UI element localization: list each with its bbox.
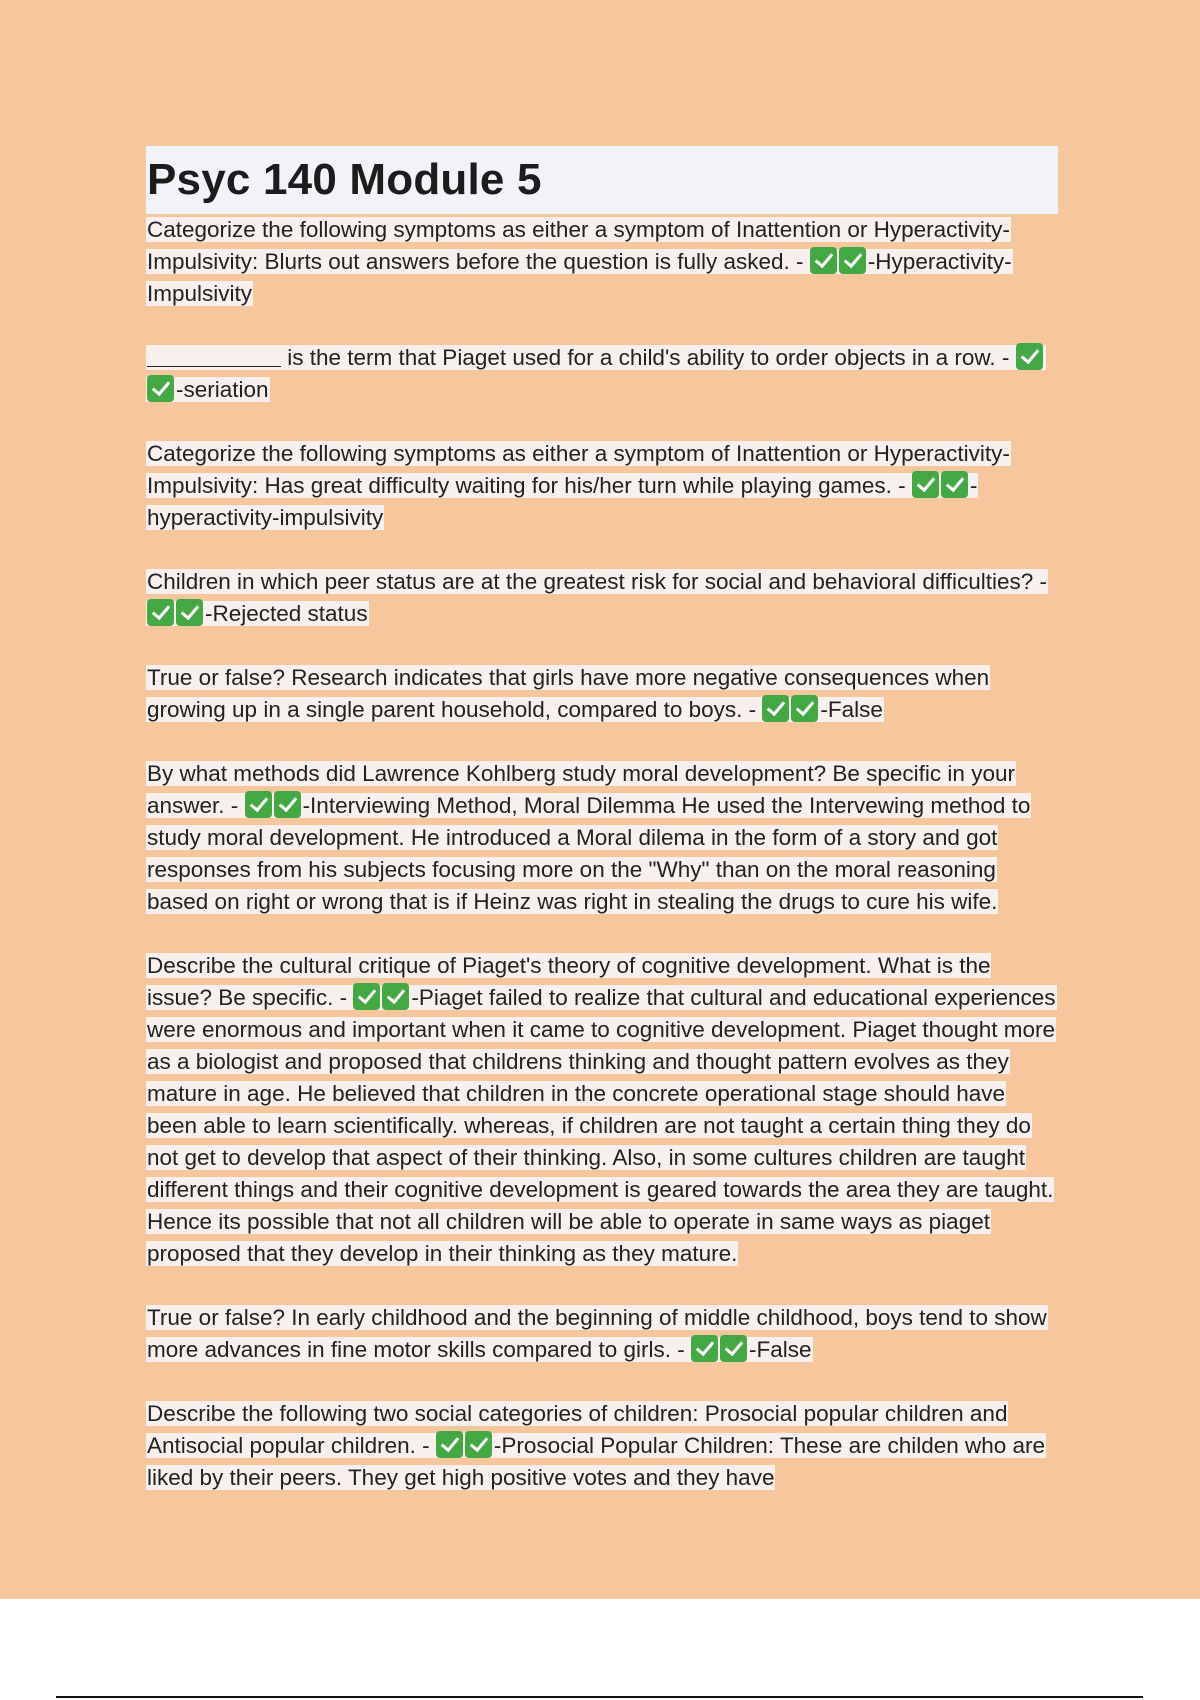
answer-text: -hyperactivity-impulsivity: [147, 473, 978, 530]
check-icon: [382, 983, 409, 1010]
question-text: By what methods did Lawrence Kohlberg study moral development? Be specific in your answer. -: [147, 761, 1015, 818]
check-icon: [941, 471, 968, 498]
check-icon: [176, 599, 203, 626]
qa-item: [146, 950, 1058, 1270]
qa-item: [146, 566, 1058, 630]
qa-text: [146, 953, 1057, 1266]
qa-text: [146, 1305, 1048, 1362]
question-text: Categorize the following symptoms as either a symptom of Inattention or Hyperactivity-Impulsivity: Has great difficulty waiting for his/her turn while playing games. -: [147, 441, 1010, 498]
check-icon: [274, 791, 301, 818]
title-bar: [146, 146, 1058, 214]
question-text: True or false? In early childhood and the beginning of middle childhood, boys tend to show more advances in fine motor skills compared to girls. -: [147, 1305, 1047, 1362]
qa-text: [146, 569, 1048, 626]
page-title: Psyc 140 Module 5: [147, 155, 542, 204]
answer-text: -Interviewing Method, Moral Dilemma He used the Intervewing method to study moral development. He introduced a Moral dilema in the form of a story and got responses from his subjects focusing more on the "Why" than on the moral reasoning based on right or wrong that is if Heinz was right in stealing the drugs to cure his wife.: [147, 793, 1031, 914]
answer-text: -False: [748, 1337, 812, 1362]
question-text: Describe the following two social categories of children: Prosocial popular children and Antisocial popular children. -: [147, 1401, 1008, 1458]
check-icon: [245, 791, 272, 818]
document-body: [146, 146, 1058, 1526]
footer-divider: [56, 1696, 1143, 1698]
check-icon: [720, 1335, 747, 1362]
answer-text: -Rejected status: [205, 601, 368, 626]
check-icon: [839, 247, 866, 274]
qa-list: [146, 214, 1058, 1494]
qa-item: [146, 662, 1058, 726]
check-icon: [147, 599, 174, 626]
qa-text: [146, 665, 990, 722]
check-icon: [691, 1335, 718, 1362]
check-icon: [762, 695, 789, 722]
qa-text: [146, 217, 1013, 306]
qa-item: [146, 1302, 1058, 1366]
qa-item: [146, 342, 1058, 406]
check-icon: [147, 375, 174, 402]
check-icon: [353, 983, 380, 1010]
fill-in-blank: [147, 344, 281, 367]
question-text: True or false? Research indicates that girls have more negative consequences when growing up in a single parent household, compared to boys. -: [147, 665, 990, 722]
question-text: Describe the cultural critique of Piaget's theory of cognitive development. What is the issue? Be specific. -: [147, 953, 991, 1010]
qa-item: [146, 438, 1058, 534]
qa-item: [146, 1398, 1058, 1494]
qa-item: [146, 214, 1058, 310]
qa-item: [146, 758, 1058, 918]
answer-text: -Hyperactivity-Impulsivity: [147, 249, 1012, 306]
answer-text: -Piaget failed to realize that cultural and educational experiences were enormous and important when it came to cognitive development. Piaget thought more as a biologist and proposed that childrens thinking and thought pattern evolves as they mature in age. He believed that children in the concrete operational stage should have been able to learn scientifically. whereas, if children are not taught a certain thing they do not get to develop that aspect of their thinking. Also, in some cultures children are taught different things and their cognitive development is geared towards the area they are taught. Hence its possible that not all children will be able to operate in same ways as piaget proposed that they develop in their thinking as they mature.: [147, 985, 1056, 1266]
qa-text: [146, 441, 1011, 530]
answer-text: -False: [820, 697, 883, 722]
question-text: Children in which peer status are at the greatest risk for social and behavioral difficulties? -: [147, 569, 1048, 594]
qa-text: [146, 345, 1046, 402]
answer-text: -seriation: [176, 377, 269, 402]
question-text: Categorize the following symptoms as either a symptom of Inattention or Hyperactivity-Impulsivity: Blurts out answers before the question is fully asked. -: [147, 217, 1010, 274]
check-icon: [465, 1431, 492, 1458]
check-icon: [436, 1431, 463, 1458]
qa-text: [146, 1401, 1046, 1490]
check-icon: [912, 471, 939, 498]
answer-text: -Prosocial Popular Children: These are childen who are liked by their peers. They get high positive votes and they have: [147, 1433, 1046, 1490]
check-icon: [810, 247, 837, 274]
check-icon: [1016, 343, 1043, 370]
question-text: is the term that Piaget used for a child's ability to order objects in a row. -: [281, 345, 1010, 370]
check-icon: [791, 695, 818, 722]
qa-text: [146, 761, 1031, 914]
